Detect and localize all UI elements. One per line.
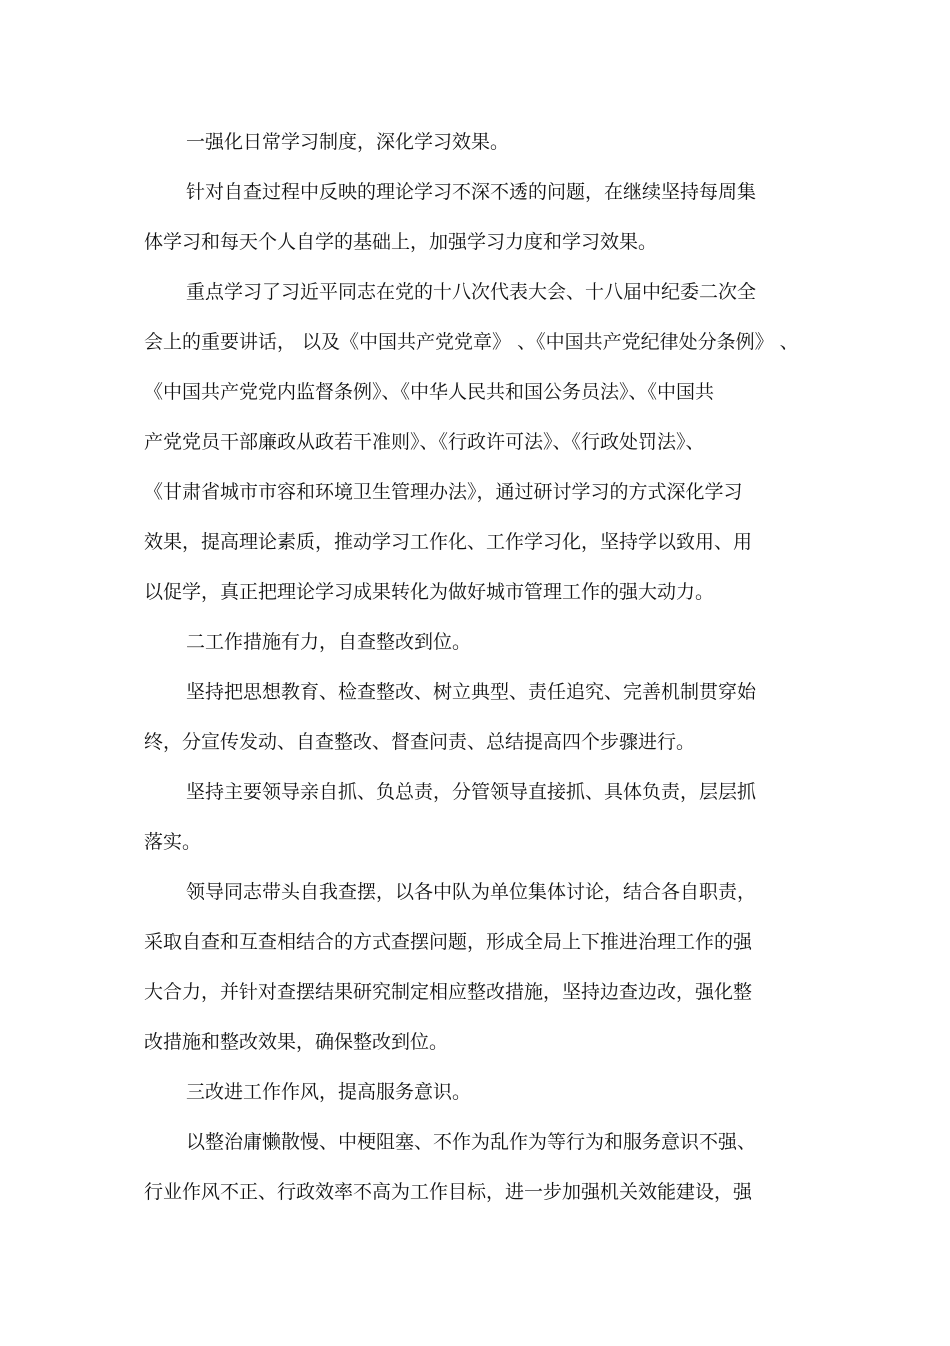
- heading-line: 一强化日常学习制度，深化学习效果。: [186, 131, 510, 153]
- text-line: 落实。: [144, 831, 202, 853]
- heading-line: 三改进工作作风，提高服务意识。: [186, 1081, 472, 1103]
- text-line: 坚持主要领导亲自抓、负总责，分管领导直接抓、具体负责，层层抓: [186, 781, 757, 803]
- text-line: 领导同志带头自我查摆，以各中队为单位集体讨论，结合各自职责，: [186, 881, 757, 903]
- text-line: 会上的重要讲话， 以及《中国共产党党章》 、《中国共产党纪律处分条例》 、: [144, 331, 799, 353]
- text-line: 终，分宣传发动、自查整改、督查问责、总结提高四个步骤进行。: [144, 731, 696, 753]
- heading-line: 二工作措施有力，自查整改到位。: [186, 631, 472, 653]
- text-line: 以整治庸懒散慢、中梗阻塞、不作为乱作为等行为和服务意识不强、: [186, 1131, 757, 1153]
- text-line: 《中国共产党党内监督条例》、《中华人民共和国公务员法》、《中国共: [144, 381, 715, 403]
- text-line: 重点学习了习近平同志在党的十八次代表大会、十八届中纪委二次全: [186, 281, 757, 303]
- text-line: 《甘肃省城市市容和环境卫生管理办法》，通过研讨学习的方式深化学习: [144, 481, 743, 503]
- text-line: 大合力，并针对查摆结果研究制定相应整改措施，坚持边查边改，强化整: [144, 981, 753, 1003]
- text-line: 改措施和整改效果，确保整改到位。: [144, 1031, 449, 1053]
- text-line: 效果，提高理论素质，推动学习工作化、工作学习化，坚持学以致用、用: [144, 531, 753, 553]
- text-line: 针对自查过程中反映的理论学习不深不透的问题，在继续坚持每周集: [186, 181, 757, 203]
- text-line: 以促学，真正把理论学习成果转化为做好城市管理工作的强大动力。: [144, 581, 715, 603]
- text-line: 行业作风不正、行政效率不高为工作目标，进一步加强机关效能建设，强: [144, 1181, 753, 1203]
- text-line: 产党党员干部廉政从政若干准则》、《行政许可法》、《行政处罚法》、: [144, 431, 705, 453]
- text-line: 体学习和每天个人自学的基础上，加强学习力度和学习效果。: [144, 231, 658, 253]
- text-line: 采取自查和互查相结合的方式查摆问题，形成全局上下推进治理工作的强: [144, 931, 753, 953]
- text-line: 坚持把思想教育、检查整改、树立典型、责任追究、完善机制贯穿始: [186, 681, 757, 703]
